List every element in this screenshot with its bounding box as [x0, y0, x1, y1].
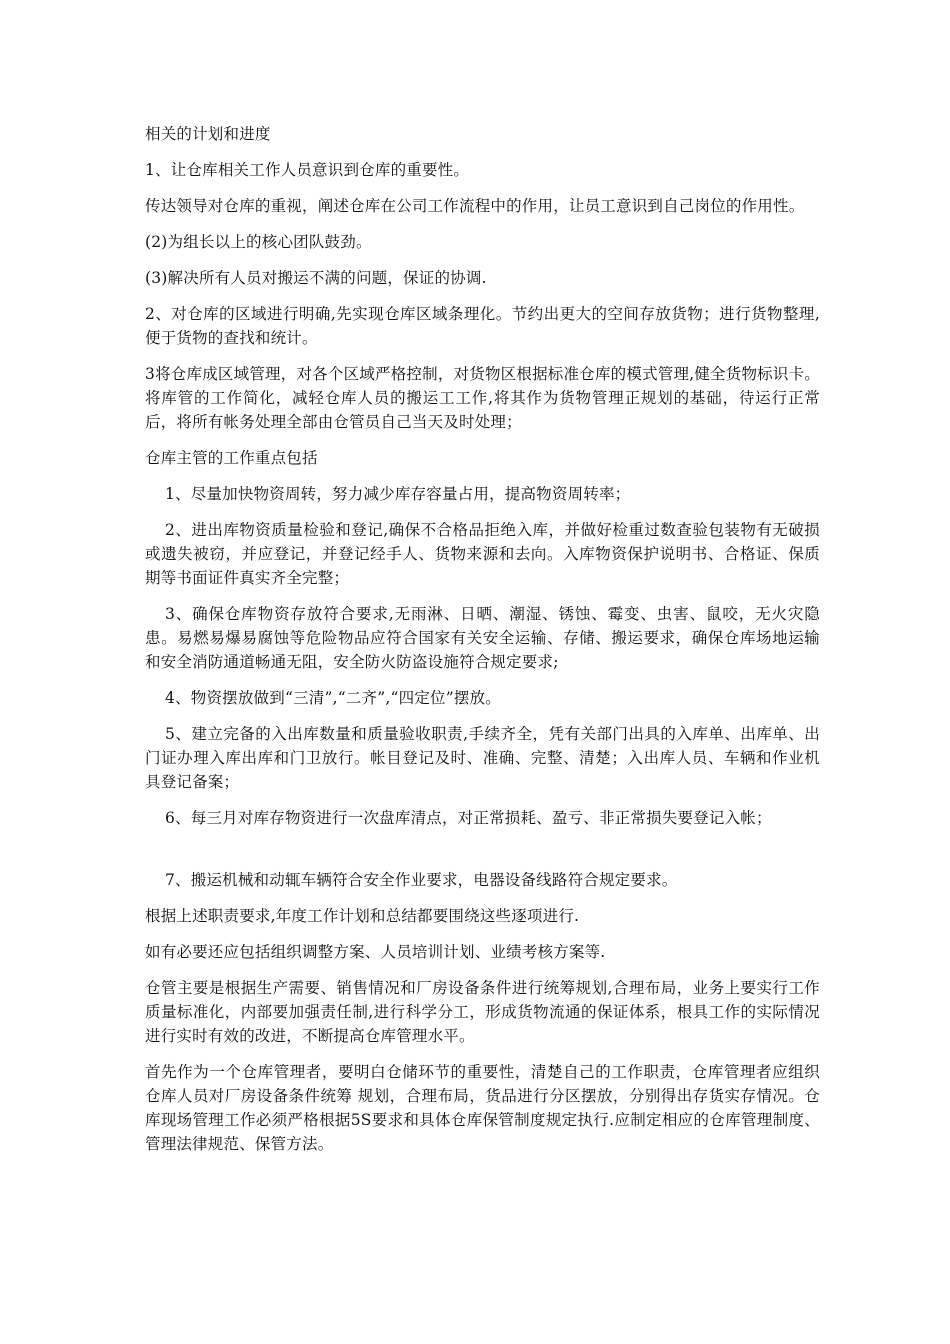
paragraph-manager-duties: 首先作为一个仓库管理者，要明白仓储环节的重要性，清楚自己的工作职责，仓库管理者应组织仓库人员对厂房设备条件统筹 规划，合理布局，货品进行分区摆放，分别得出存货实存情况。仓库现场管理工作必须严格根据5S要求和具体仓库保管制度规定执行.应制定相应的仓库管理制度、管理法律规范、保管方法。	[145, 1063, 820, 1153]
focus-item-7: 7、搬运机械和动辄车辆符合安全作业要求，电器设备线路符合规定要求。	[165, 871, 678, 889]
paragraph-zone-management: 3将仓库成区域管理，对各个区域严格控制，对货物区根据标准仓库的模式管理,健全货物标识卡。将库管的工作简化，减轻仓库人员的搬运工工作,将其作为货物管理正规划的基础，待运行正常后，将所有帐务处理全部由仓管员自己当天及时处理；	[145, 365, 820, 431]
focus-item-6: 6、每三月对库存物资进行一次盘库清点，对正常损耗、盈亏、非正常损失要登记入帐；	[165, 809, 772, 827]
paragraph-item-2: (2)为组长以上的核心团队鼓劲。	[145, 233, 372, 251]
focus-item-1: 1、尽量加快物资周转，努力减少库存容量占用，提高物资周转率；	[165, 485, 631, 503]
focus-item-5: 5、建立完备的入出库数量和质量验收职责,手续齐全，凭有关部门出具的入库单、出库单、出门证办理入库出库和门卫放行。帐目登记及时、准确、完整、清楚；入出库人员、车辆和作业机具登记备案；	[145, 725, 820, 791]
paragraph-annual-plan: 根据上述职责要求,年度工作计划和总结都要围绕这些逐项进行.	[145, 907, 580, 925]
paragraph-warehouse-planning: 仓管主要是根据生产需要、销售情况和厂房设备条件进行统筹规划,合理布局，业务上要实行工作质量标准化，内部要加强责任制,进行科学分工，形成货物流通的保证体系，根具工作的实际情况进行实时有效的改进，不断提高仓库管理水平。	[145, 979, 820, 1045]
paragraph-area-clarify: 2、对仓库的区域进行明确,先实现仓库区域条理化。节约出更大的空间存放货物；进行货物整理,便于货物的查找和统计。	[145, 305, 820, 347]
paragraph-body: 传达领导对仓库的重视，阐述仓库在公司工作流程中的作用，让员工意识到自己岗位的作用性。	[145, 197, 805, 215]
document-page	[145, 122, 820, 1168]
paragraph-item-1: 1、让仓库相关工作人员意识到仓库的重要性。	[145, 161, 470, 179]
section-heading-plan: 相关的计划和进度	[145, 125, 271, 143]
focus-item-4: 4、物资摆放做到“三清”,“二齐”,“四定位”摆放。	[165, 689, 501, 707]
focus-item-3: 3、确保仓库物资存放符合要求,无雨淋、日晒、潮湿、锈蚀、霉变、虫害、鼠咬，无火灾隐患。易燃易爆易腐蚀等危险物品应符合国家有关安全运输、存储、搬运要求，确保仓库场地运输和安全消防通道畅通无阻，安全防火防盗设施符合规定要求;	[145, 605, 820, 671]
paragraph-additional-plans: 如有必要还应包括组织调整方案、人员培训计划、业绩考核方案等.	[145, 943, 606, 961]
focus-item-2: 2、进出库物资质量检验和登记,确保不合格品拒绝入库，并做好检重过数查验包装物有无破损或遗失被窃，并应登记，并登记经手人、货物来源和去向。入库物资保护说明书、合格证、保质期等书面证件真实齐全完整；	[145, 521, 820, 587]
section-heading-focus: 仓库主管的工作重点包括	[145, 449, 318, 467]
paragraph-item-3: (3)解决所有人员对搬运不满的问题，保证的协调.	[145, 269, 487, 287]
